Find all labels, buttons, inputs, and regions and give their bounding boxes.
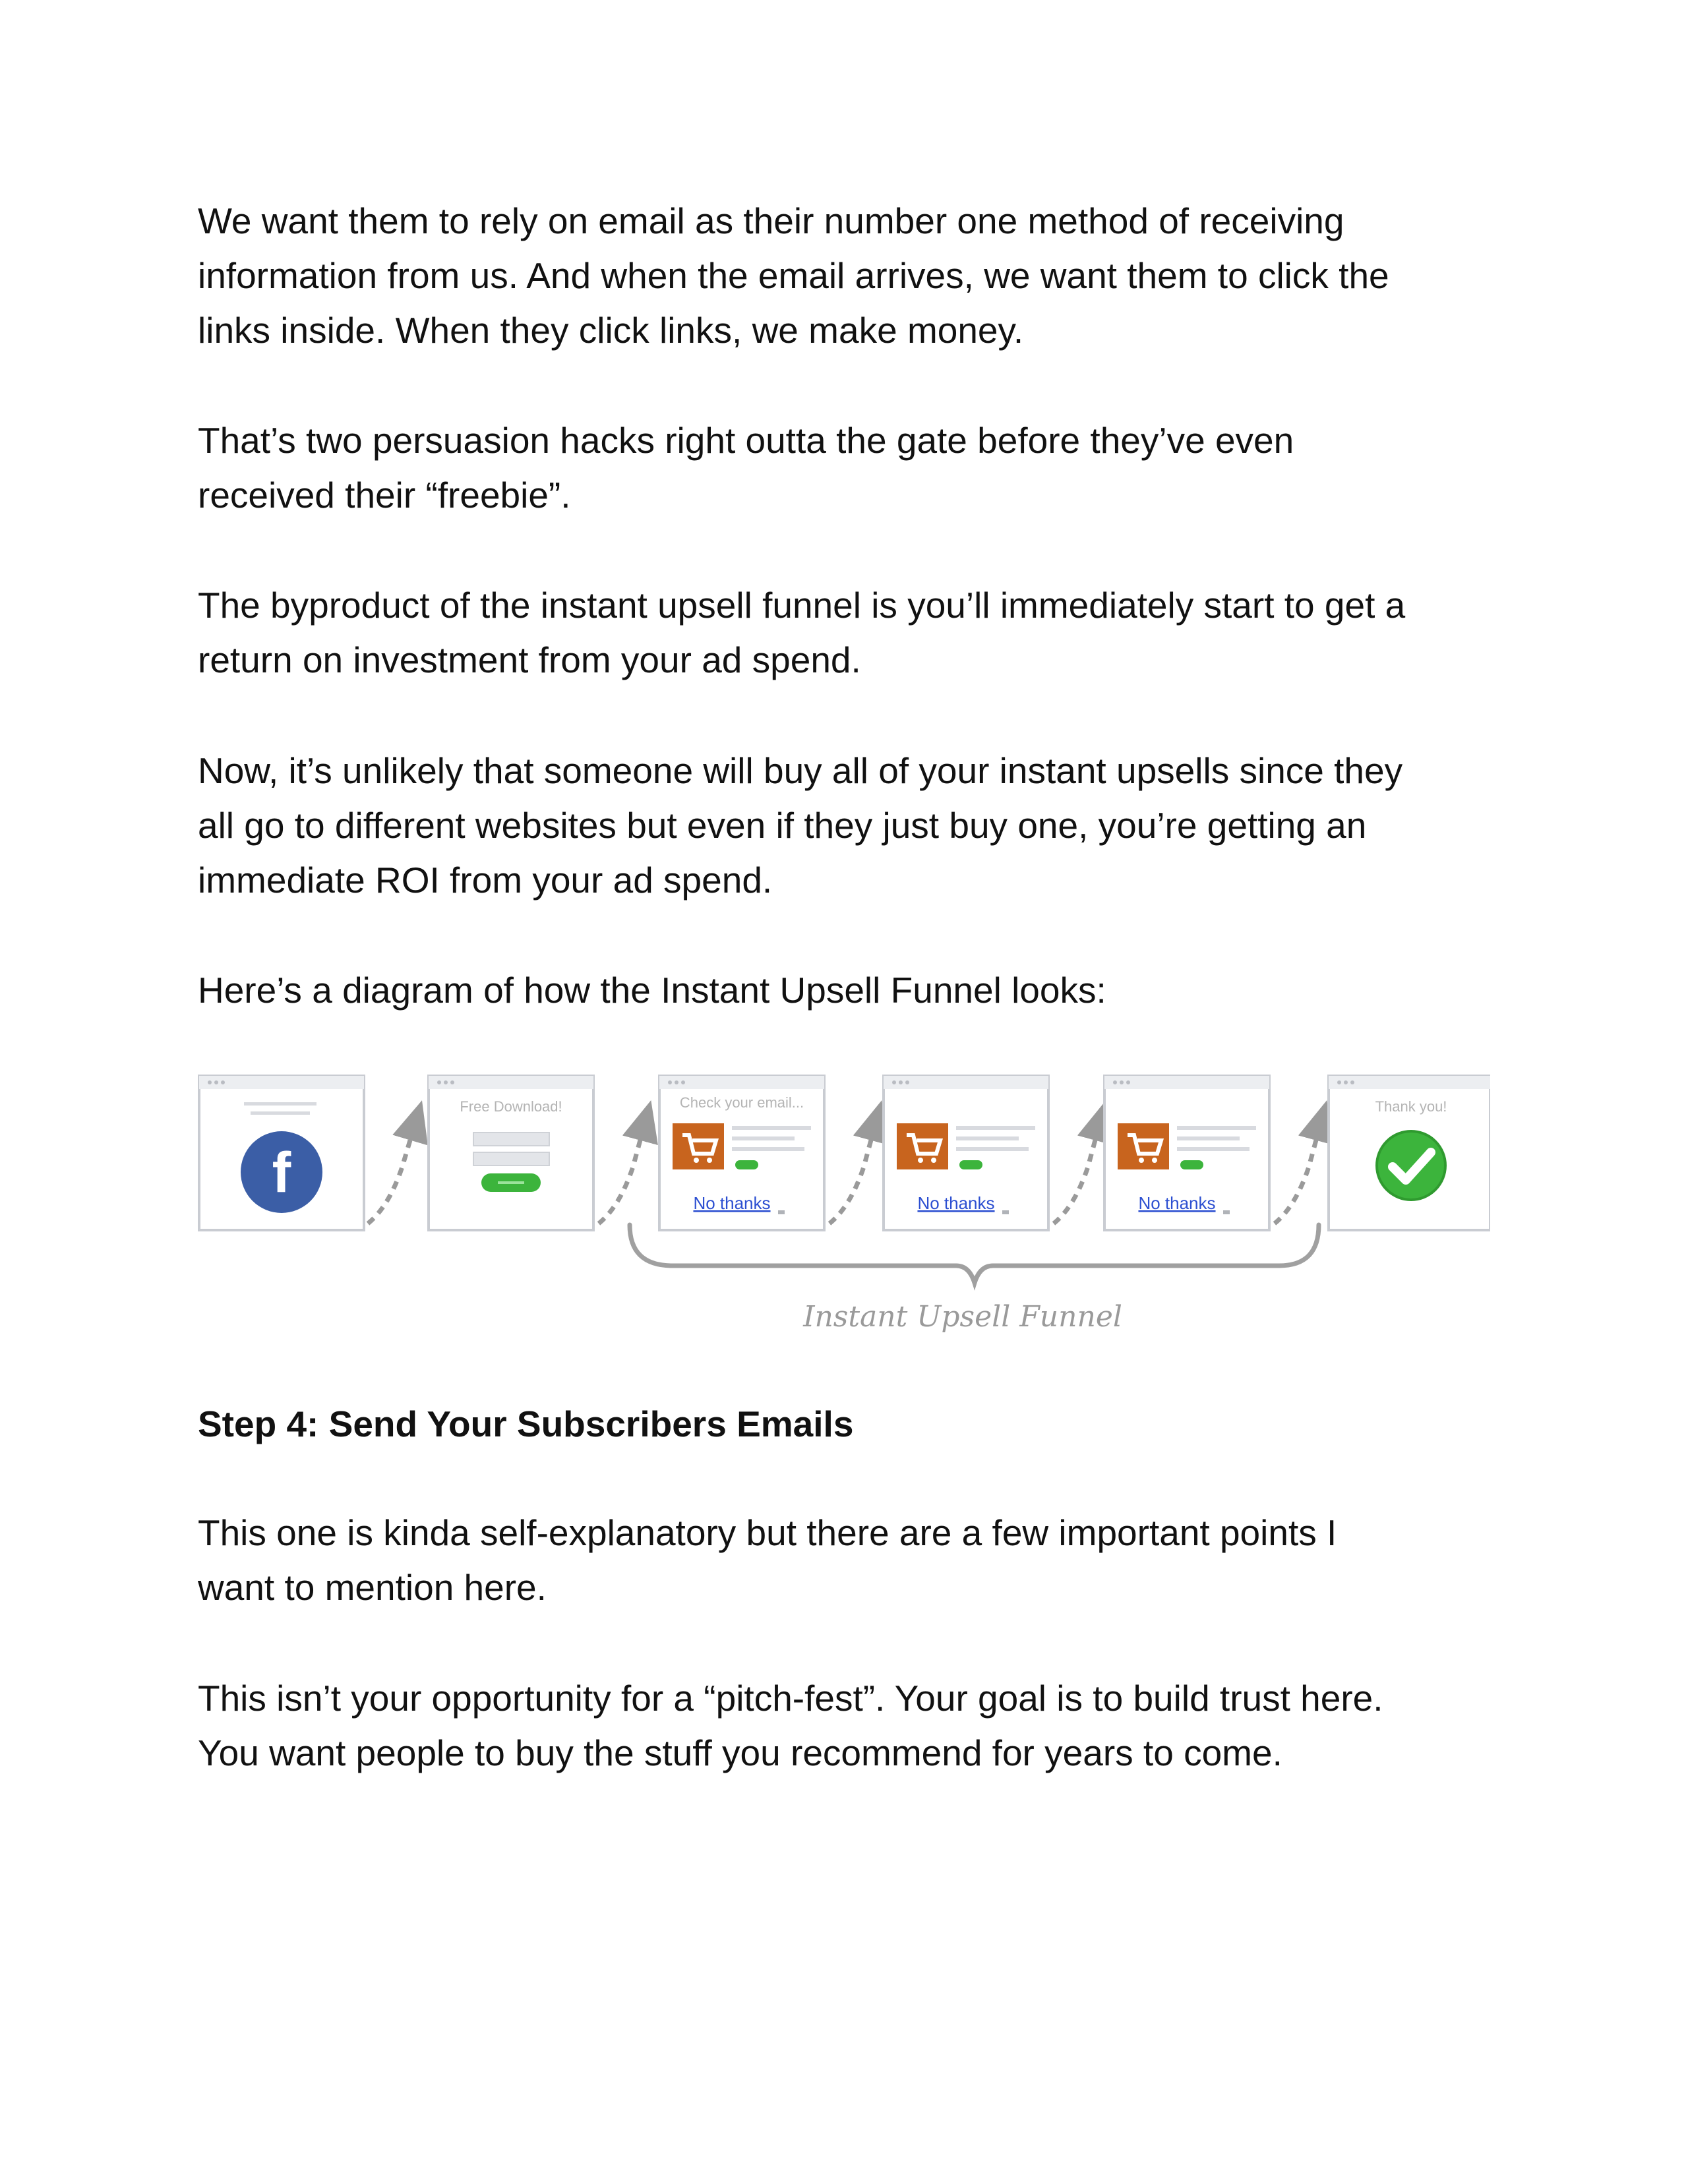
upsell-window-2 [884, 1076, 1048, 1230]
paragraph-email-reliance: We want them to rely on email as their number one method of receiving information from us. And when the email arrives, we want them to click the links inside. When they click links, we make money. [198, 200, 1389, 351]
no-thanks-link-1: No thanks [693, 1193, 771, 1213]
thank-you-window [1329, 1076, 1490, 1230]
no-thanks-link-2: No thanks [917, 1193, 995, 1213]
paragraph-persuasion-hacks: That’s two persuasion hacks right outta the gate before they’ve even received their “freebie”. [198, 420, 1294, 516]
upsell-window-3 [1104, 1076, 1269, 1230]
thank-you-caption: Thank you! [1375, 1098, 1447, 1115]
funnel-brace [630, 1225, 1319, 1283]
paragraph-byproduct: The byproduct of the instant upsell funnel is you’ll immediately start to get a return on investment from your ad spend. [198, 585, 1406, 680]
paragraph-roi: Now, it’s unlikely that someone will buy all of your instant upsells since they all go to different websites but even if they just buy one, you’re getting an immediate ROI from your ad spend. [198, 750, 1403, 900]
paragraph-self-explanatory: This one is kinda self-explanatory but there are a few important points I want to mention here. [198, 1512, 1337, 1608]
free-download-caption: Free Download! [460, 1098, 562, 1115]
optin-window [429, 1076, 593, 1230]
funnel-label: Instant Upsell Funnel [803, 1300, 1122, 1334]
facebook-letter: f [272, 1141, 291, 1204]
check-email-caption: Check your email... [679, 1094, 804, 1111]
upsell-window-1 [659, 1076, 824, 1230]
paragraph-diagram-intro: Here’s a diagram of how the Instant Upsell Funnel looks: [198, 970, 1106, 1011]
checkmark-icon [1377, 1131, 1445, 1200]
section-heading-step-4: Step 4: Send Your Subscribers Emails [198, 1403, 854, 1444]
instant-upsell-funnel-diagram [198, 1068, 1490, 1345]
facebook-window [199, 1076, 364, 1230]
paragraph-build-trust: This isn’t your opportunity for a “pitch-fest”. Your goal is to build trust here. You want people to buy the stuff you recommend for years to come. [198, 1678, 1383, 1773]
no-thanks-link-3: No thanks [1138, 1193, 1216, 1213]
